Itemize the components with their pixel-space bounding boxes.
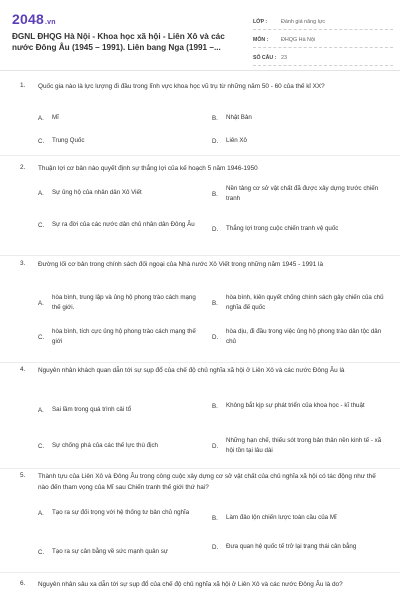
option-text: Liên Xô xyxy=(226,137,247,144)
meta-row-class xyxy=(253,14,393,30)
question-separator xyxy=(0,468,400,469)
question-text: Quốc gia nào là lực lượng đi đầu trong lĩnh vực khoa học vũ trụ từ những năm 50 - 60 của thế kỉ XX? xyxy=(38,83,325,90)
option-letter: B. xyxy=(212,402,218,410)
option-text: Thắng lợi trong cuộc chiến tranh vệ quốc xyxy=(226,225,339,232)
option-a[interactable] xyxy=(38,188,203,198)
question-separator xyxy=(0,362,400,363)
option-letter: D. xyxy=(212,225,219,233)
option-a[interactable] xyxy=(38,508,203,518)
option-text: Tạo ra sự đối trọng với hệ thống tư bản chủ nghĩa xyxy=(52,509,190,516)
meta-row-question-count xyxy=(253,50,393,66)
option-b[interactable] xyxy=(212,401,384,411)
option-a[interactable] xyxy=(38,113,198,123)
option-text: hòa bình, kiên quyết chống chính sách gây chiến của chủ nghĩa đế quốc xyxy=(226,294,384,311)
question-separator xyxy=(0,255,400,256)
option-letter: A. xyxy=(38,509,44,517)
meta-label: SỐ CÂU : xyxy=(253,54,277,61)
question-number: 2. xyxy=(20,164,26,171)
option-b[interactable] xyxy=(212,293,384,313)
question-text: Nguyên nhân sâu xa dẫn tới sự sụp đổ của chế độ chủ nghĩa xã hội ở Liên Xô và các nước Đông Âu là do? xyxy=(38,581,343,588)
option-text: hòa dịu, đi đầu trong việc ủng hộ phong trào dân tộc dân chủ xyxy=(226,328,382,345)
option-text: hòa bình, trung lập và ủng hộ phong trào cách mạng thế giới. xyxy=(52,294,196,311)
option-letter: A. xyxy=(38,189,44,197)
meta-value: 23 xyxy=(281,54,287,61)
question-text: Nguyên nhân khách quan dẫn tới sự sụp đổ của chế độ chủ nghĩa xã hội ở Liên Xô và các nước Đông Âu là xyxy=(38,367,345,374)
question-number: 6. xyxy=(20,580,26,587)
option-text: Mĩ xyxy=(52,114,59,121)
document-meta xyxy=(253,14,393,68)
document-title: ĐGNL ĐHQG Hà Nội - Khoa học xã hội - Liên Xô và các nước Đông Âu (1945 – 1991). Liên bang Nga (1991 –... xyxy=(12,32,225,52)
meta-label: LỚP : xyxy=(253,18,268,25)
option-letter: A. xyxy=(38,114,44,122)
option-b[interactable] xyxy=(212,184,384,204)
option-d[interactable] xyxy=(212,224,384,234)
site-logo[interactable] xyxy=(12,11,56,27)
meta-row-subject xyxy=(253,32,393,48)
option-letter: A. xyxy=(38,406,44,414)
meta-value: Đánh giá năng lực xyxy=(281,18,326,25)
option-text: Sự ra đời của các nước dân chủ nhân dân Đông Âu xyxy=(52,221,195,228)
question-number: 4. xyxy=(20,366,26,373)
question-number: 5. xyxy=(20,472,26,479)
option-d[interactable] xyxy=(212,542,384,552)
logo-main: 2048 xyxy=(12,11,44,27)
option-letter: B. xyxy=(212,114,218,122)
header-divider xyxy=(0,70,400,71)
option-text: Những hạn chế, thiếu sót trong bản thân nền kinh tế - xã hội tồn tại lâu dài xyxy=(226,437,382,454)
option-letter: C. xyxy=(38,333,45,341)
option-text: Sự chống phá của các thế lực thù địch xyxy=(52,442,158,449)
option-letter: B. xyxy=(212,190,218,198)
question-number: 3. xyxy=(20,260,26,267)
option-d[interactable] xyxy=(212,327,384,347)
option-letter: A. xyxy=(38,299,44,307)
option-letter: D. xyxy=(212,137,219,145)
option-d[interactable] xyxy=(212,436,384,456)
option-letter: B. xyxy=(212,299,218,307)
option-letter: D. xyxy=(212,543,219,551)
option-c[interactable] xyxy=(38,220,203,230)
option-letter: C. xyxy=(38,548,45,556)
option-letter: C. xyxy=(38,221,45,229)
option-a[interactable] xyxy=(38,405,203,415)
option-text: hòa bình, tích cực ủng hộ phong trào cách mạng thế giới xyxy=(52,328,196,345)
option-letter: C. xyxy=(38,442,45,450)
question-text: Thuận lợi cơ bản nào quyết định sự thắng lợi của kế hoạch 5 năm 1946-1950 xyxy=(38,165,258,172)
option-d[interactable] xyxy=(212,136,382,146)
logo-suffix: .vn xyxy=(44,19,56,26)
question-text: Thành tựu của Liên Xô và Đông Âu trong công cuộc xây dựng cơ sở vật chất của chủ nghĩa xã hội có tác động như thế nào đến tham vọng của Mĩ sau Chiến tranh thế giới thứ hai? xyxy=(38,473,376,491)
option-text: Sự ủng hộ của nhân dân Xô Viết xyxy=(52,189,142,196)
option-text: Tạo ra sự cân bằng về sức mạnh quân sự xyxy=(52,548,168,555)
option-text: Sai lầm trong quá trình cải tổ xyxy=(52,406,132,413)
option-text: Không bắt kịp sự phát triển của khoa học - kĩ thuật xyxy=(226,402,365,409)
option-letter: D. xyxy=(212,333,219,341)
option-text: Nền tảng cơ sở vật chất đã được xây dựng trước chiến tranh xyxy=(226,185,379,202)
question-text: Đường lối cơ bản trong chính sách đối ngoại của Nhà nước Xô Viết trong những năm 1945 - 1991 là xyxy=(38,261,323,268)
option-text: Làm đảo lộn chiến lược toàn cầu của Mĩ xyxy=(226,514,337,521)
question-separator xyxy=(0,572,400,573)
meta-label: MÔN : xyxy=(253,36,269,43)
option-letter: C. xyxy=(38,137,45,145)
option-a[interactable] xyxy=(38,293,203,313)
document-header xyxy=(0,0,400,70)
option-text: Đưa quan hệ quốc tế trở lại trạng thái cân bằng xyxy=(226,543,357,550)
option-b[interactable] xyxy=(212,513,384,523)
option-text: Trung Quốc xyxy=(52,137,85,144)
option-text: Nhật Bản xyxy=(226,114,252,121)
option-letter: D. xyxy=(212,442,219,450)
option-b[interactable] xyxy=(212,113,382,123)
option-c[interactable] xyxy=(38,327,203,347)
question-number: 1. xyxy=(20,82,26,89)
option-c[interactable] xyxy=(38,547,203,557)
meta-value: ĐHQG Hà Nội xyxy=(281,36,316,43)
option-c[interactable] xyxy=(38,441,203,451)
option-letter: B. xyxy=(212,514,218,522)
question-separator xyxy=(0,155,400,156)
option-c[interactable] xyxy=(38,136,198,146)
